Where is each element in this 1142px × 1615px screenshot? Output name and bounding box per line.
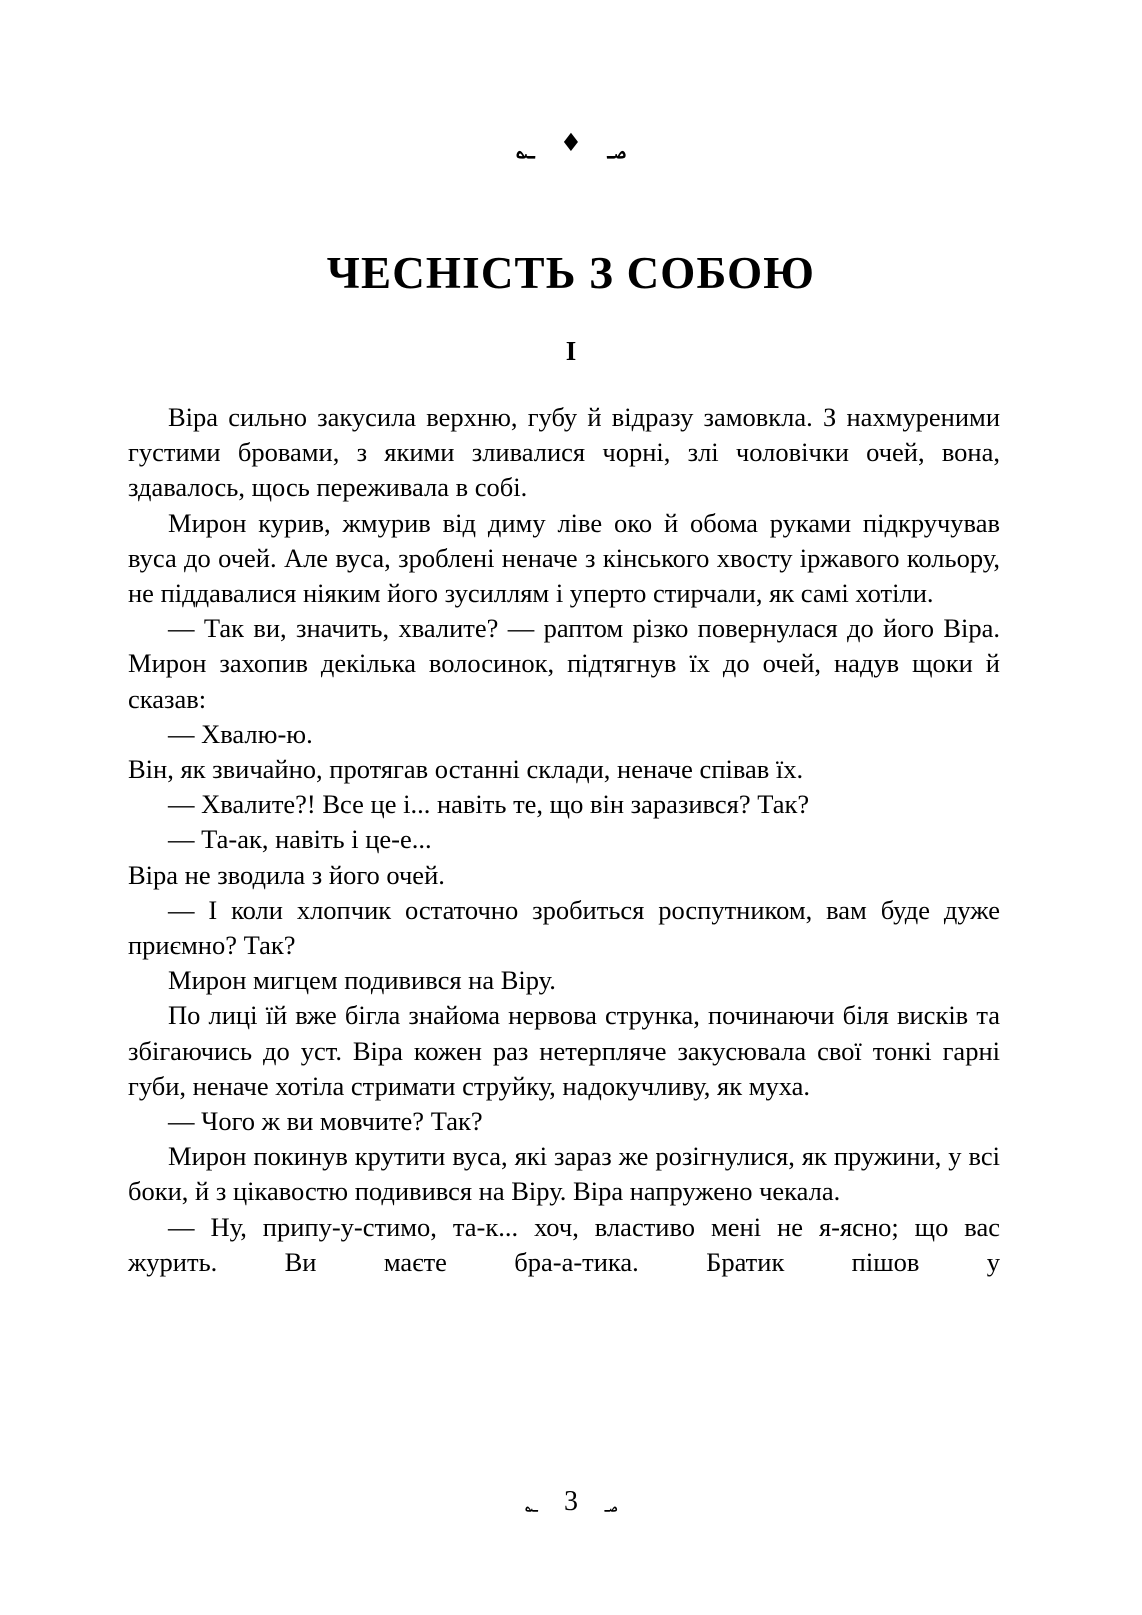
paragraph: Мирон курив, жмурив від диму ліве око й обома руками підкручував вуса до очей. Але вуса, зроблені неначе з кінського хвосту іржавого кольору, не піддавалися ніяким його зусиллям і уперто стирчали, як самі хотіли.: [128, 507, 1000, 609]
page-number: 3: [564, 1486, 578, 1517]
paragraph: — І коли хлопчик остаточно зробиться роспутником, вам буде дуже приємно? Так?: [128, 894, 1000, 961]
diamond-icon: ♦: [559, 127, 583, 157]
body-text: [128, 400, 1000, 1280]
paragraph: — Та-ак, навіть і це-е...: [168, 824, 432, 855]
paragraph: — Так ви, значить, хвалите? — раптом різко повернулася до його Віра. Мирон захопив декілька волосинок, підтягнув їх до очей, надув щоки й сказав:: [128, 613, 1000, 714]
paragraph: — Ну, припу-у-стимо, та-к... хоч, властиво мені не я-ясно; що вас журить. Ви маєте бра-а-тика. Братик пішов у: [128, 1211, 1000, 1277]
flourish-right-icon: ؃: [604, 1488, 618, 1515]
paragraph: — Чого ж ви мовчите? Так?: [168, 1106, 483, 1137]
paragraph: Віра сильно закусила верхню, губу й відразу замовкла. З нахмуреними густими бровами, з якими зливалися чорні, злі чоловічки очей, вона, здавалось, щось переживала в собі.: [128, 402, 1000, 503]
paragraph: — Хвалите?! Все це і... навіть те, що він заразився? Так?: [168, 789, 810, 820]
flourish-right-icon: ؃: [606, 123, 627, 163]
page-footer: [0, 1488, 1142, 1516]
paragraph: — Хвалю-ю.: [168, 718, 313, 749]
chapter-title: ЧЕСНІСТЬ З СОБОЮ: [326, 248, 816, 299]
paragraph: Мирон мигцем подивився на Віру.: [168, 965, 556, 996]
paragraph: По лиці їй вже бігла знайома нервова струнка, починаючи біля висків та збігаючись до уст. Віра кожен раз нетерпляче закусювала свої тонкі гарні губи, неначе хотіла стримати струйку, надокучливу, як муха.: [128, 1000, 1000, 1101]
flourish-left-icon: ؃: [515, 123, 536, 163]
section-number: I: [565, 336, 577, 366]
paragraph: Мирон покинув крутити вуса, які зараз же розігнулися, як пружини, у всі боки, й з цікавостю подивився на Віру. Віра напружено чекала.: [128, 1141, 1000, 1207]
paragraph: Віра не зводила з його очей.: [128, 859, 445, 890]
flourish-left-icon: ؃: [524, 1488, 538, 1515]
paragraph: Він, як звичайно, протягав останні склади, неначе співав їх.: [128, 754, 804, 785]
header-ornament: [0, 123, 1142, 163]
